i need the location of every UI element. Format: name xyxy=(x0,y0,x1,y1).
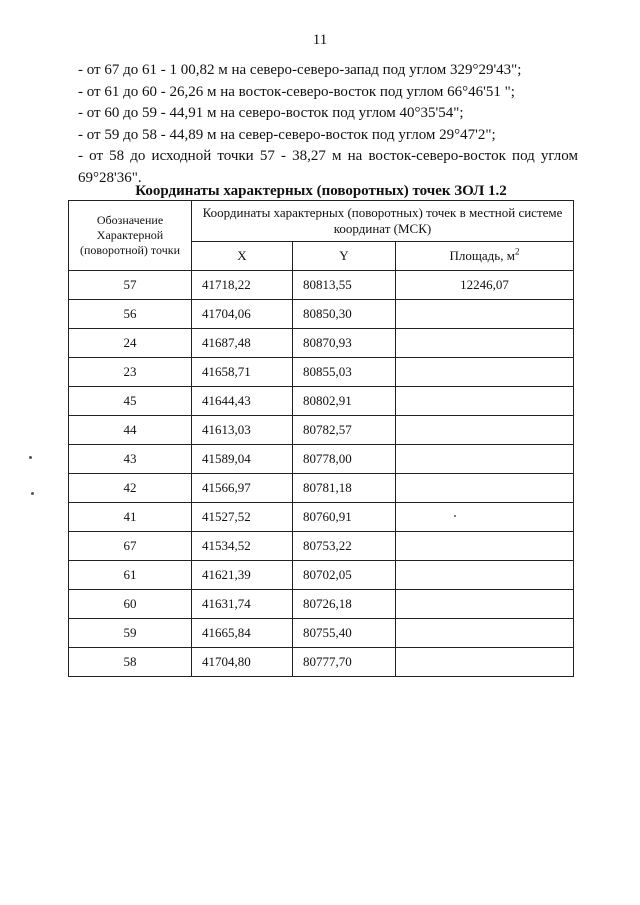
table-row xyxy=(69,619,574,648)
x-cell: 41527,52 xyxy=(192,503,293,532)
paragraph: - от 58 до исходной точки 57 - 38,27 м на восток-северо-восток под углом 69°28'36". xyxy=(78,148,578,186)
table-row xyxy=(69,532,574,561)
point-cell: 45 xyxy=(69,387,192,416)
table-row xyxy=(69,271,574,300)
x-cell: 41566,97 xyxy=(192,474,293,503)
point-cell: 44 xyxy=(69,416,192,445)
y-cell: 80782,57 xyxy=(293,416,396,445)
table-row xyxy=(69,561,574,590)
area-cell xyxy=(396,503,574,532)
table-row xyxy=(69,387,574,416)
x-cell: 41665,84 xyxy=(192,619,293,648)
area-cell xyxy=(396,561,574,590)
x-cell: 41644,43 xyxy=(192,387,293,416)
x-cell: 41704,06 xyxy=(192,300,293,329)
y-cell: 80855,03 xyxy=(293,358,396,387)
coordinates-table xyxy=(68,200,574,677)
table-row xyxy=(69,474,574,503)
table-title: Координаты характерных (поворотных) точек ЗОЛ 1.2 xyxy=(135,183,507,199)
y-cell: 80781,18 xyxy=(293,474,396,503)
header-area-superscript: 2 xyxy=(514,246,520,257)
area-cell xyxy=(396,532,574,561)
header-area-label: Площадь, м xyxy=(449,248,515,263)
point-cell: 24 xyxy=(69,329,192,358)
area-cell xyxy=(396,329,574,358)
table-row xyxy=(69,503,574,532)
x-cell: 41621,39 xyxy=(192,561,293,590)
header-coordinate-system: Координаты характерных (поворотных) точек в местной системе координат (МСК) xyxy=(192,201,574,242)
area-cell xyxy=(396,445,574,474)
point-cell: 41 xyxy=(69,503,192,532)
y-cell: 80755,40 xyxy=(293,619,396,648)
point-cell: 60 xyxy=(69,590,192,619)
y-cell: 80777,70 xyxy=(293,648,396,677)
paragraph: - от 61 до 60 - 26,26 м на восток-северо-восток под углом 66°46'51 "; xyxy=(78,83,515,100)
point-cell: 59 xyxy=(69,619,192,648)
table-row xyxy=(69,445,574,474)
area-cell: 12246,07 xyxy=(396,271,574,300)
area-cell xyxy=(396,358,574,387)
scan-speck xyxy=(29,456,32,459)
point-cell: 56 xyxy=(69,300,192,329)
x-cell: 41613,03 xyxy=(192,416,293,445)
point-cell: 58 xyxy=(69,648,192,677)
y-cell: 80726,18 xyxy=(293,590,396,619)
table-row xyxy=(69,590,574,619)
x-cell: 41658,71 xyxy=(192,358,293,387)
area-cell xyxy=(396,387,574,416)
paragraph: - от 60 до 59 - 44,91 м на северо-восток под углом 40°35'54"; xyxy=(78,105,464,121)
paragraph: - от 59 до 58 - 44,89 м на север-северо-восток под углом 29°47'2"; xyxy=(78,126,496,143)
x-cell: 41589,04 xyxy=(192,445,293,474)
y-cell: 80802,91 xyxy=(293,387,396,416)
table-body xyxy=(69,271,574,677)
scan-speck xyxy=(31,492,34,495)
y-cell: 80850,30 xyxy=(293,300,396,329)
x-cell: 41534,52 xyxy=(192,532,293,561)
table-row xyxy=(69,648,574,677)
area-cell xyxy=(396,416,574,445)
table-row xyxy=(69,329,574,358)
x-cell: 41631,74 xyxy=(192,590,293,619)
y-cell: 80813,55 xyxy=(293,271,396,300)
area-cell xyxy=(396,619,574,648)
scan-speck xyxy=(454,515,456,517)
header-designation: Обозначение Характерной (поворотной) точки xyxy=(69,201,192,271)
page-number: 11 xyxy=(312,32,328,48)
point-cell: 23 xyxy=(69,358,192,387)
header-x: X xyxy=(192,242,293,271)
table-row xyxy=(69,300,574,329)
area-cell xyxy=(396,648,574,677)
point-cell: 43 xyxy=(69,445,192,474)
y-cell: 80760,91 xyxy=(293,503,396,532)
table-row xyxy=(69,416,574,445)
area-cell xyxy=(396,474,574,503)
table-row xyxy=(69,358,574,387)
y-cell: 80778,00 xyxy=(293,445,396,474)
x-cell: 41687,48 xyxy=(192,329,293,358)
header-area xyxy=(396,242,574,271)
point-cell: 57 xyxy=(69,271,192,300)
y-cell: 80702,05 xyxy=(293,561,396,590)
boundary-description xyxy=(78,60,578,189)
paragraph: - от 67 до 61 - 1 00,82 м на северо-северо-запад под углом 329°29'43"; xyxy=(78,62,522,78)
x-cell: 41704,80 xyxy=(192,648,293,677)
header-y: Y xyxy=(293,242,396,271)
area-cell xyxy=(396,300,574,329)
point-cell: 67 xyxy=(69,532,192,561)
point-cell: 61 xyxy=(69,561,192,590)
y-cell: 80753,22 xyxy=(293,532,396,561)
y-cell: 80870,93 xyxy=(293,329,396,358)
area-cell xyxy=(396,590,574,619)
x-cell: 41718,22 xyxy=(192,271,293,300)
point-cell: 42 xyxy=(69,474,192,503)
